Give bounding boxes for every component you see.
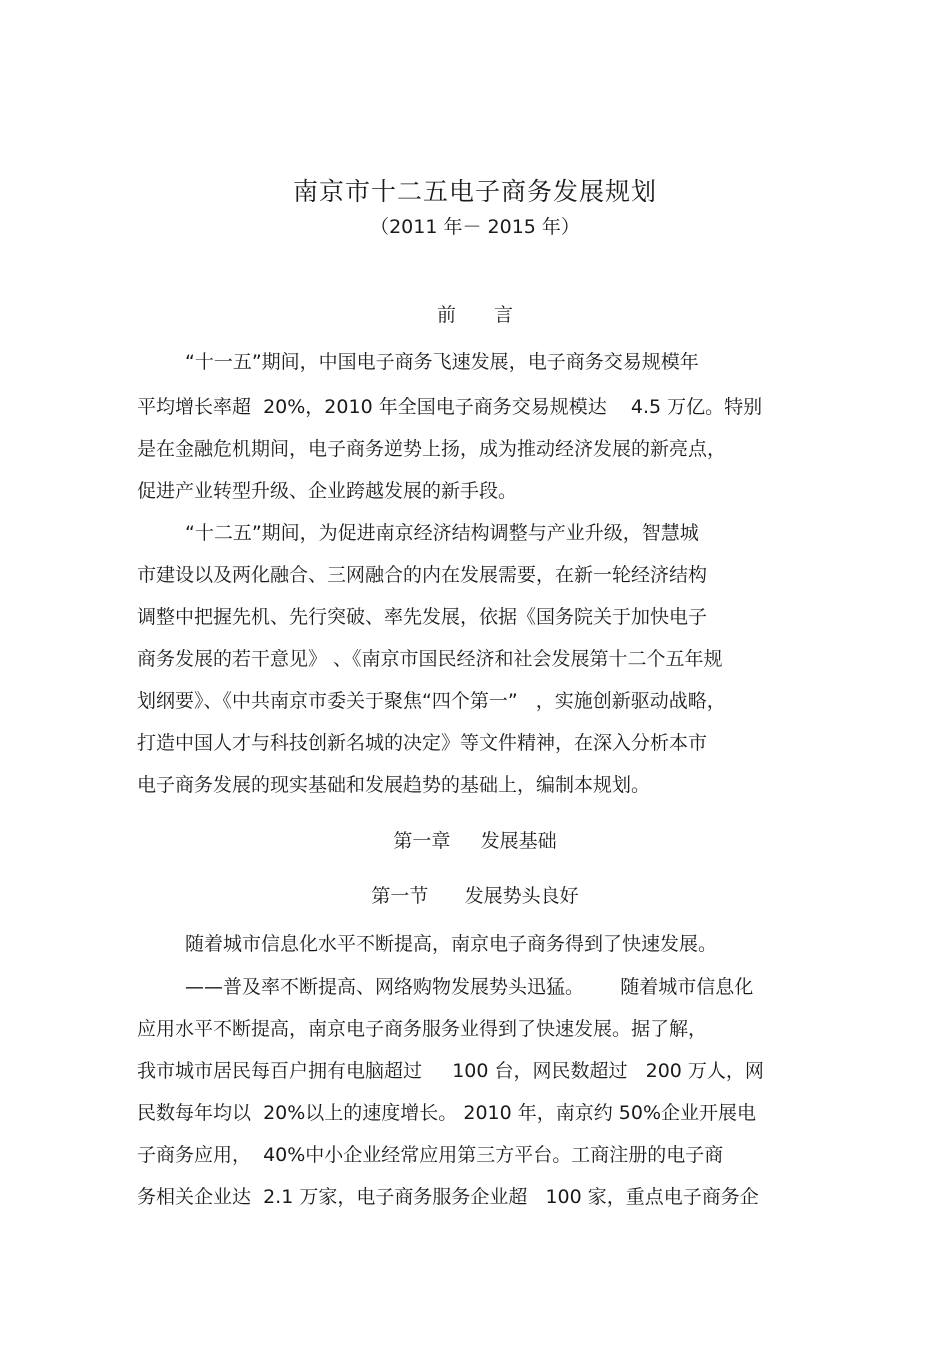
paragraph-line: 调整中把握先机、先行突破、率先发展，依据《国务院关于加快电子 [137,606,708,628]
paragraph-line: 市建设以及两化融合、三网融合的内在发展需要，在新一轮经济结构 [137,564,708,586]
paragraph-line: 是在金融危机期间，电子商务逆势上扬，成为推动经济发展的新亮点， [137,438,727,460]
preface-heading: 前 言 [436,304,513,326]
paragraph-line: 务相关企业达 2.1 万家，电子商务服务企业超 100 家，重点电子商务企 [137,1186,759,1208]
section-heading: 第一节 发展势头良好 [371,885,579,907]
paragraph-line: 民数每年均以 20%以上的速度增长。 2010 年，南京约 50%企业开展电 [137,1102,757,1124]
paragraph-line: “十二五”期间，为促进南京经济结构调整与产业升级，智慧城 [185,522,699,544]
paragraph-line: 应用水平不断提高，南京电子商务服务业得到了快速发展。据了解， [137,1018,708,1040]
paragraph-line: 随着城市信息化水平不断提高，南京电子商务得到了快速发展。 [185,933,718,955]
paragraph-line: 打造中国人才与科技创新名城的决定》等文件精神，在深入分析本市 [137,732,708,754]
paragraph-line: 促进产业转型升级、企业跨越发展的新手段。 [137,480,518,502]
document-subtitle: （2011 年－ 2015 年） [370,216,580,238]
paragraph-line: 平均增长率超 20%，2010 年全国电子商务交易规模达 4.5 万亿。特别 [137,396,763,418]
paragraph-line: “十一五”期间，中国电子商务飞速发展，电子商务交易规模年 [185,351,699,373]
paragraph-line: ——普及率不断提高、网络购物发展势头迅猛。 随着城市信息化 [185,976,754,998]
document-title: 南京市十二五电子商务发展规划 [292,177,657,206]
paragraph-line: 划纲要》、《中共南京市委关于聚焦“四个第一” ，实施创新驱动战略， [137,690,726,712]
paragraph-line: 电子商务发展的现实基础和发展趋势的基础上，编制本规划。 [137,774,651,796]
chapter-heading: 第一章 发展基础 [393,830,557,852]
paragraph-line: 子商务应用， 40%中小企业经常应用第三方平台。工商注册的电子商 [137,1144,724,1166]
paragraph-line: 我市城市居民每百户拥有电脑超过 100 台，网民数超过 200 万人，网 [137,1060,764,1082]
paragraph-line: 商务发展的若干意见》 、《南京市国民经济和社会发展第十二个五年规 [137,648,723,670]
